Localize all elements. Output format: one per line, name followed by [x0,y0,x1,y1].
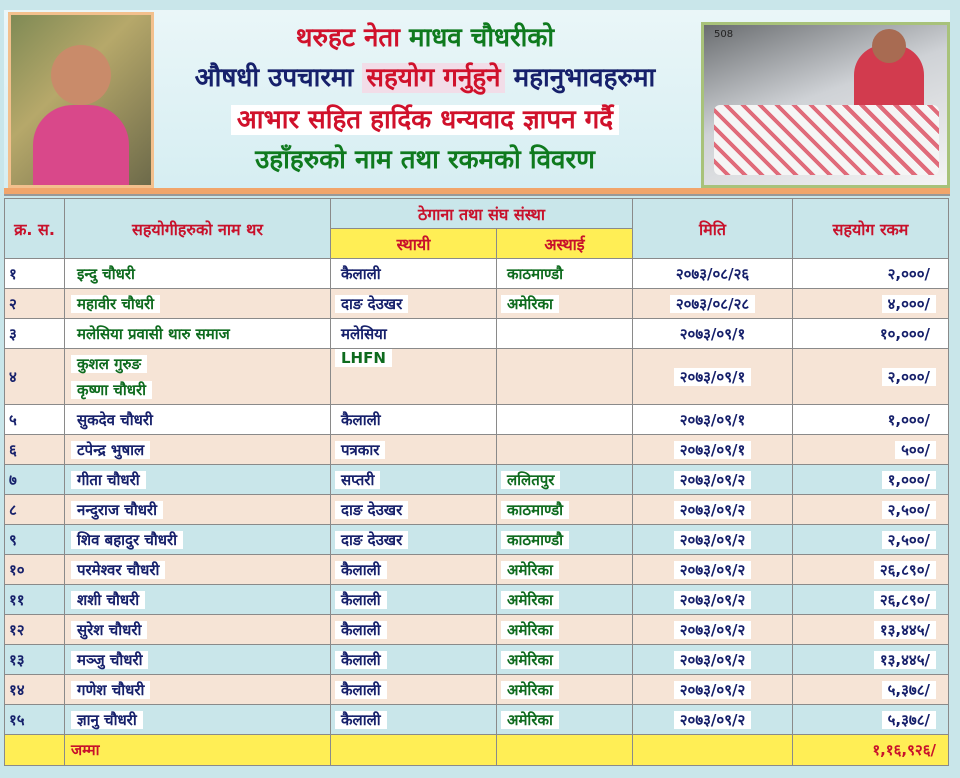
table-row [5,585,949,615]
row-date: २०७३/०९/२ [674,591,752,609]
header-name: सहयोगीहरुको नाम थर [65,199,331,259]
row-permanent-cell [331,435,497,465]
table-row [5,319,949,349]
row-date-cell [633,495,793,525]
header-permanent: स्थायी [331,229,497,259]
portrait-photo [8,12,154,188]
total-empty [633,735,793,766]
title-donors: महानुभावहरुमा [513,63,656,93]
title-line-2 [150,58,700,94]
row-serial: ३ [5,319,65,349]
title-thanks: आभार सहित हार्दिक धन्यवाद ज्ञापन गर्दै [231,105,619,135]
row-amount-cell [793,259,949,289]
title-line-4 [150,140,700,176]
row-name-cell [65,705,331,735]
row-name-cell [65,495,331,525]
row-permanent-cell [331,705,497,735]
row-name-cell [65,585,331,615]
table-row [5,645,949,675]
row-permanent-cell [331,289,497,319]
row-date-cell [633,259,793,289]
row-amount-cell [793,319,949,349]
table-row [5,465,949,495]
row-date-cell [633,585,793,615]
row-temporary: अमेरिका [501,711,559,729]
row-amount: ५००/ [895,441,936,459]
row-permanent: मलेसिया [335,325,393,343]
row-name: सुरेश चौधरी [71,621,147,639]
header-serial: क्र. स. [5,199,65,259]
row-amount: १३,४४५/ [874,651,936,669]
row-date: २०७३/०९/२ [674,681,752,699]
row-amount: ५,३७८/ [882,711,936,729]
row-temporary-cell [497,615,633,645]
row-temporary: अमेरिका [501,295,559,313]
row-permanent-cell [331,615,497,645]
row-serial: १२ [5,615,65,645]
row-serial: ८ [5,495,65,525]
row-date-cell [633,675,793,705]
row-name-cell [65,645,331,675]
row-date-cell [633,555,793,585]
row-date-cell [633,435,793,465]
table-row [5,525,949,555]
row-date-cell [633,319,793,349]
row-amount-cell [793,555,949,585]
row-temporary: अमेरिका [501,651,559,669]
row-date-cell [633,705,793,735]
title-line-1 [150,18,700,54]
row-amount-cell [793,525,949,555]
row-permanent-cell [331,319,497,349]
row-amount: ४,०००/ [882,295,936,313]
row-permanent: कैलाली [335,265,387,283]
row-temporary: अमेरिका [501,681,559,699]
nurse-head [872,29,906,63]
hospital-photo [701,22,950,188]
row-amount-cell [793,615,949,645]
row-name-cell [65,465,331,495]
row-temporary: अमेरिका [501,621,559,639]
row-serial: ११ [5,585,65,615]
row-date: २०७३/०९/१ [674,368,752,386]
row-amount-cell [793,495,949,525]
table-row [5,259,949,289]
row-serial: ६ [5,435,65,465]
row-temporary: अमेरिका [501,561,559,579]
row-permanent-cell [331,585,497,615]
header-address: ठेगाना तथा संघ संस्था [331,199,633,229]
donor-table [4,198,949,766]
row-date-cell [633,465,793,495]
table-row [5,675,949,705]
row-temporary: काठमाण्डौ [501,501,569,519]
row-date-cell [633,615,793,645]
row-date: २०७३/०९/१ [674,411,752,429]
row-amount: २,५००/ [882,501,936,519]
row-permanent: LHFN [335,349,392,367]
row-name: परमेश्वर चौधरी [71,561,165,579]
row-temporary-cell [497,525,633,555]
row-date: २०७३/०९/१ [674,441,752,459]
row-temporary-cell [497,585,633,615]
row-date: २०७३/०९/२ [674,501,752,519]
person-head-shape [51,45,111,105]
row-name: कुशल गुरुङ [71,355,147,373]
total-label: जम्मा [65,735,331,766]
row-serial: १० [5,555,65,585]
title-support: सहयोग गर्नुहुने [362,63,504,93]
row-temporary-cell [497,435,633,465]
table-row [5,495,949,525]
row-serial: १४ [5,675,65,705]
row-name-cell [65,435,331,465]
row-amount-cell [793,435,949,465]
total-empty [497,735,633,766]
row-permanent: कैलाली [335,561,387,579]
total-row [5,735,949,766]
row-amount-cell [793,289,949,319]
row-temporary-cell [497,705,633,735]
row-permanent-cell [331,495,497,525]
row-permanent-cell [331,259,497,289]
photo-tag: 508 [714,29,734,40]
row-name: मलेसिया प्रवासी थारु समाज [71,325,236,343]
row-amount-cell [793,675,949,705]
row-serial: २ [5,289,65,319]
table-row [5,615,949,645]
row-name: गीता चौधरी [71,471,146,489]
row-serial: १३ [5,645,65,675]
row-permanent-cell [331,465,497,495]
title-treatment: औषधी उपचारमा [194,63,354,93]
row-serial: ४ [5,349,65,405]
title-details: उहाँहरुको नाम तथा रकमको विवरण [255,145,595,175]
row-permanent-cell [331,555,497,585]
row-temporary-cell [497,405,633,435]
row-serial: १ [5,259,65,289]
table-row [5,705,949,735]
row-name-cell [65,615,331,645]
row-temporary: काठमाण्डौ [501,531,569,549]
row-date-cell [633,405,793,435]
row-permanent: सप्तरी [335,471,380,489]
title-name: माधव चौधरीको [409,23,555,53]
header-amount: सहयोग रकम [793,199,949,259]
table-row [5,405,949,435]
row-temporary-cell [497,319,633,349]
row-amount: २,०००/ [882,368,936,386]
title-leader: थरुहट नेता [295,23,400,53]
row-amount-cell [793,705,949,735]
table-row [5,435,949,465]
row-amount: २६,८९०/ [874,561,936,579]
header-date: मिति [633,199,793,259]
row-permanent: कैलाली [335,591,387,609]
row-serial: ७ [5,465,65,495]
row-name: महावीर चौधरी [71,295,160,313]
row-name-cell [65,349,331,405]
total-empty [5,735,65,766]
row-permanent: कैलाली [335,651,387,669]
row-name: इन्दु चौधरी [71,265,141,283]
row-permanent: कैलाली [335,411,387,429]
row-date: २०७३/०९/२ [674,561,752,579]
row-date: २०७३/०८/२८ [670,295,755,313]
row-date: २०७३/०९/२ [674,651,752,669]
row-temporary-cell [497,259,633,289]
row-name-second-line [71,380,330,400]
row-name-cell [65,555,331,585]
row-permanent: पत्रकार [335,441,385,459]
row-serial: ५ [5,405,65,435]
row-name: टपेन्द्र भुषाल [71,441,150,459]
row-name-cell [65,319,331,349]
row-permanent: दाङ देउखर [335,501,408,519]
row-name: ज्ञानु चौधरी [71,711,143,729]
row-name: नन्दुराज चौधरी [71,501,163,519]
row-serial: १५ [5,705,65,735]
row-date: २०७३/०९/२ [674,471,752,489]
row-temporary-cell [497,465,633,495]
table-row [5,289,949,319]
table-row [5,555,949,585]
row-name: मञ्जु चौधरी [71,651,148,669]
total-empty [331,735,497,766]
row-permanent-cell [331,349,497,405]
row-name: शशी चौधरी [71,591,145,609]
row-amount: १,०००/ [882,471,936,489]
row-date-cell [633,349,793,405]
row-permanent: दाङ देउखर [335,531,408,549]
row-date-cell [633,645,793,675]
row-date: २०७३/०९/२ [674,621,752,639]
row-permanent: कैलाली [335,711,387,729]
row-temporary-cell [497,495,633,525]
row-amount-cell [793,349,949,405]
total-amount: १,१६,९२६/ [793,735,949,766]
row-name-second: कृष्णा चौधरी [71,381,152,399]
row-amount: १०,०००/ [874,325,936,343]
row-name-cell [65,405,331,435]
row-amount: १३,४४५/ [874,621,936,639]
row-date-cell [633,525,793,555]
row-temporary: ललितपुर [501,471,560,489]
row-amount: २,०००/ [882,265,936,283]
person-shirt-shape [33,105,129,185]
row-date: २०७३/०९/२ [674,531,752,549]
row-permanent: कैलाली [335,681,387,699]
row-temporary-cell [497,675,633,705]
row-permanent-cell [331,645,497,675]
row-permanent-cell [331,675,497,705]
row-date-cell [633,289,793,319]
row-serial: ९ [5,525,65,555]
row-amount: २६,८९०/ [874,591,936,609]
title-line-3 [150,100,700,136]
row-permanent-cell [331,525,497,555]
row-temporary: अमेरिका [501,591,559,609]
row-temporary-cell [497,349,633,405]
row-temporary-cell [497,555,633,585]
row-name-cell [65,259,331,289]
row-amount: १,०००/ [882,411,936,429]
row-amount: ५,३७८/ [882,681,936,699]
row-temporary-cell [497,645,633,675]
row-amount-cell [793,645,949,675]
row-name: सुकदेव चौधरी [71,411,159,429]
row-name-cell [65,289,331,319]
row-amount: २,५००/ [882,531,936,549]
row-amount-cell [793,405,949,435]
row-temporary-cell [497,289,633,319]
row-name-cell [65,675,331,705]
hospital-bed [714,105,939,175]
header-temporary: अस्थाई [497,229,633,259]
row-date: २०७३/०९/२ [674,711,752,729]
row-amount-cell [793,465,949,495]
row-permanent: कैलाली [335,621,387,639]
row-name-cell [65,525,331,555]
row-temporary: काठमाण्डौ [501,265,569,283]
row-name: शिव बहादुर चौधरी [71,531,183,549]
row-date: २०७३/०८/२६ [670,265,755,283]
row-date: २०७३/०९/१ [674,325,752,343]
table-row [5,349,949,405]
row-permanent-cell [331,405,497,435]
row-permanent: दाङ देउखर [335,295,408,313]
row-amount-cell [793,585,949,615]
row-name: गणेश चौधरी [71,681,150,699]
